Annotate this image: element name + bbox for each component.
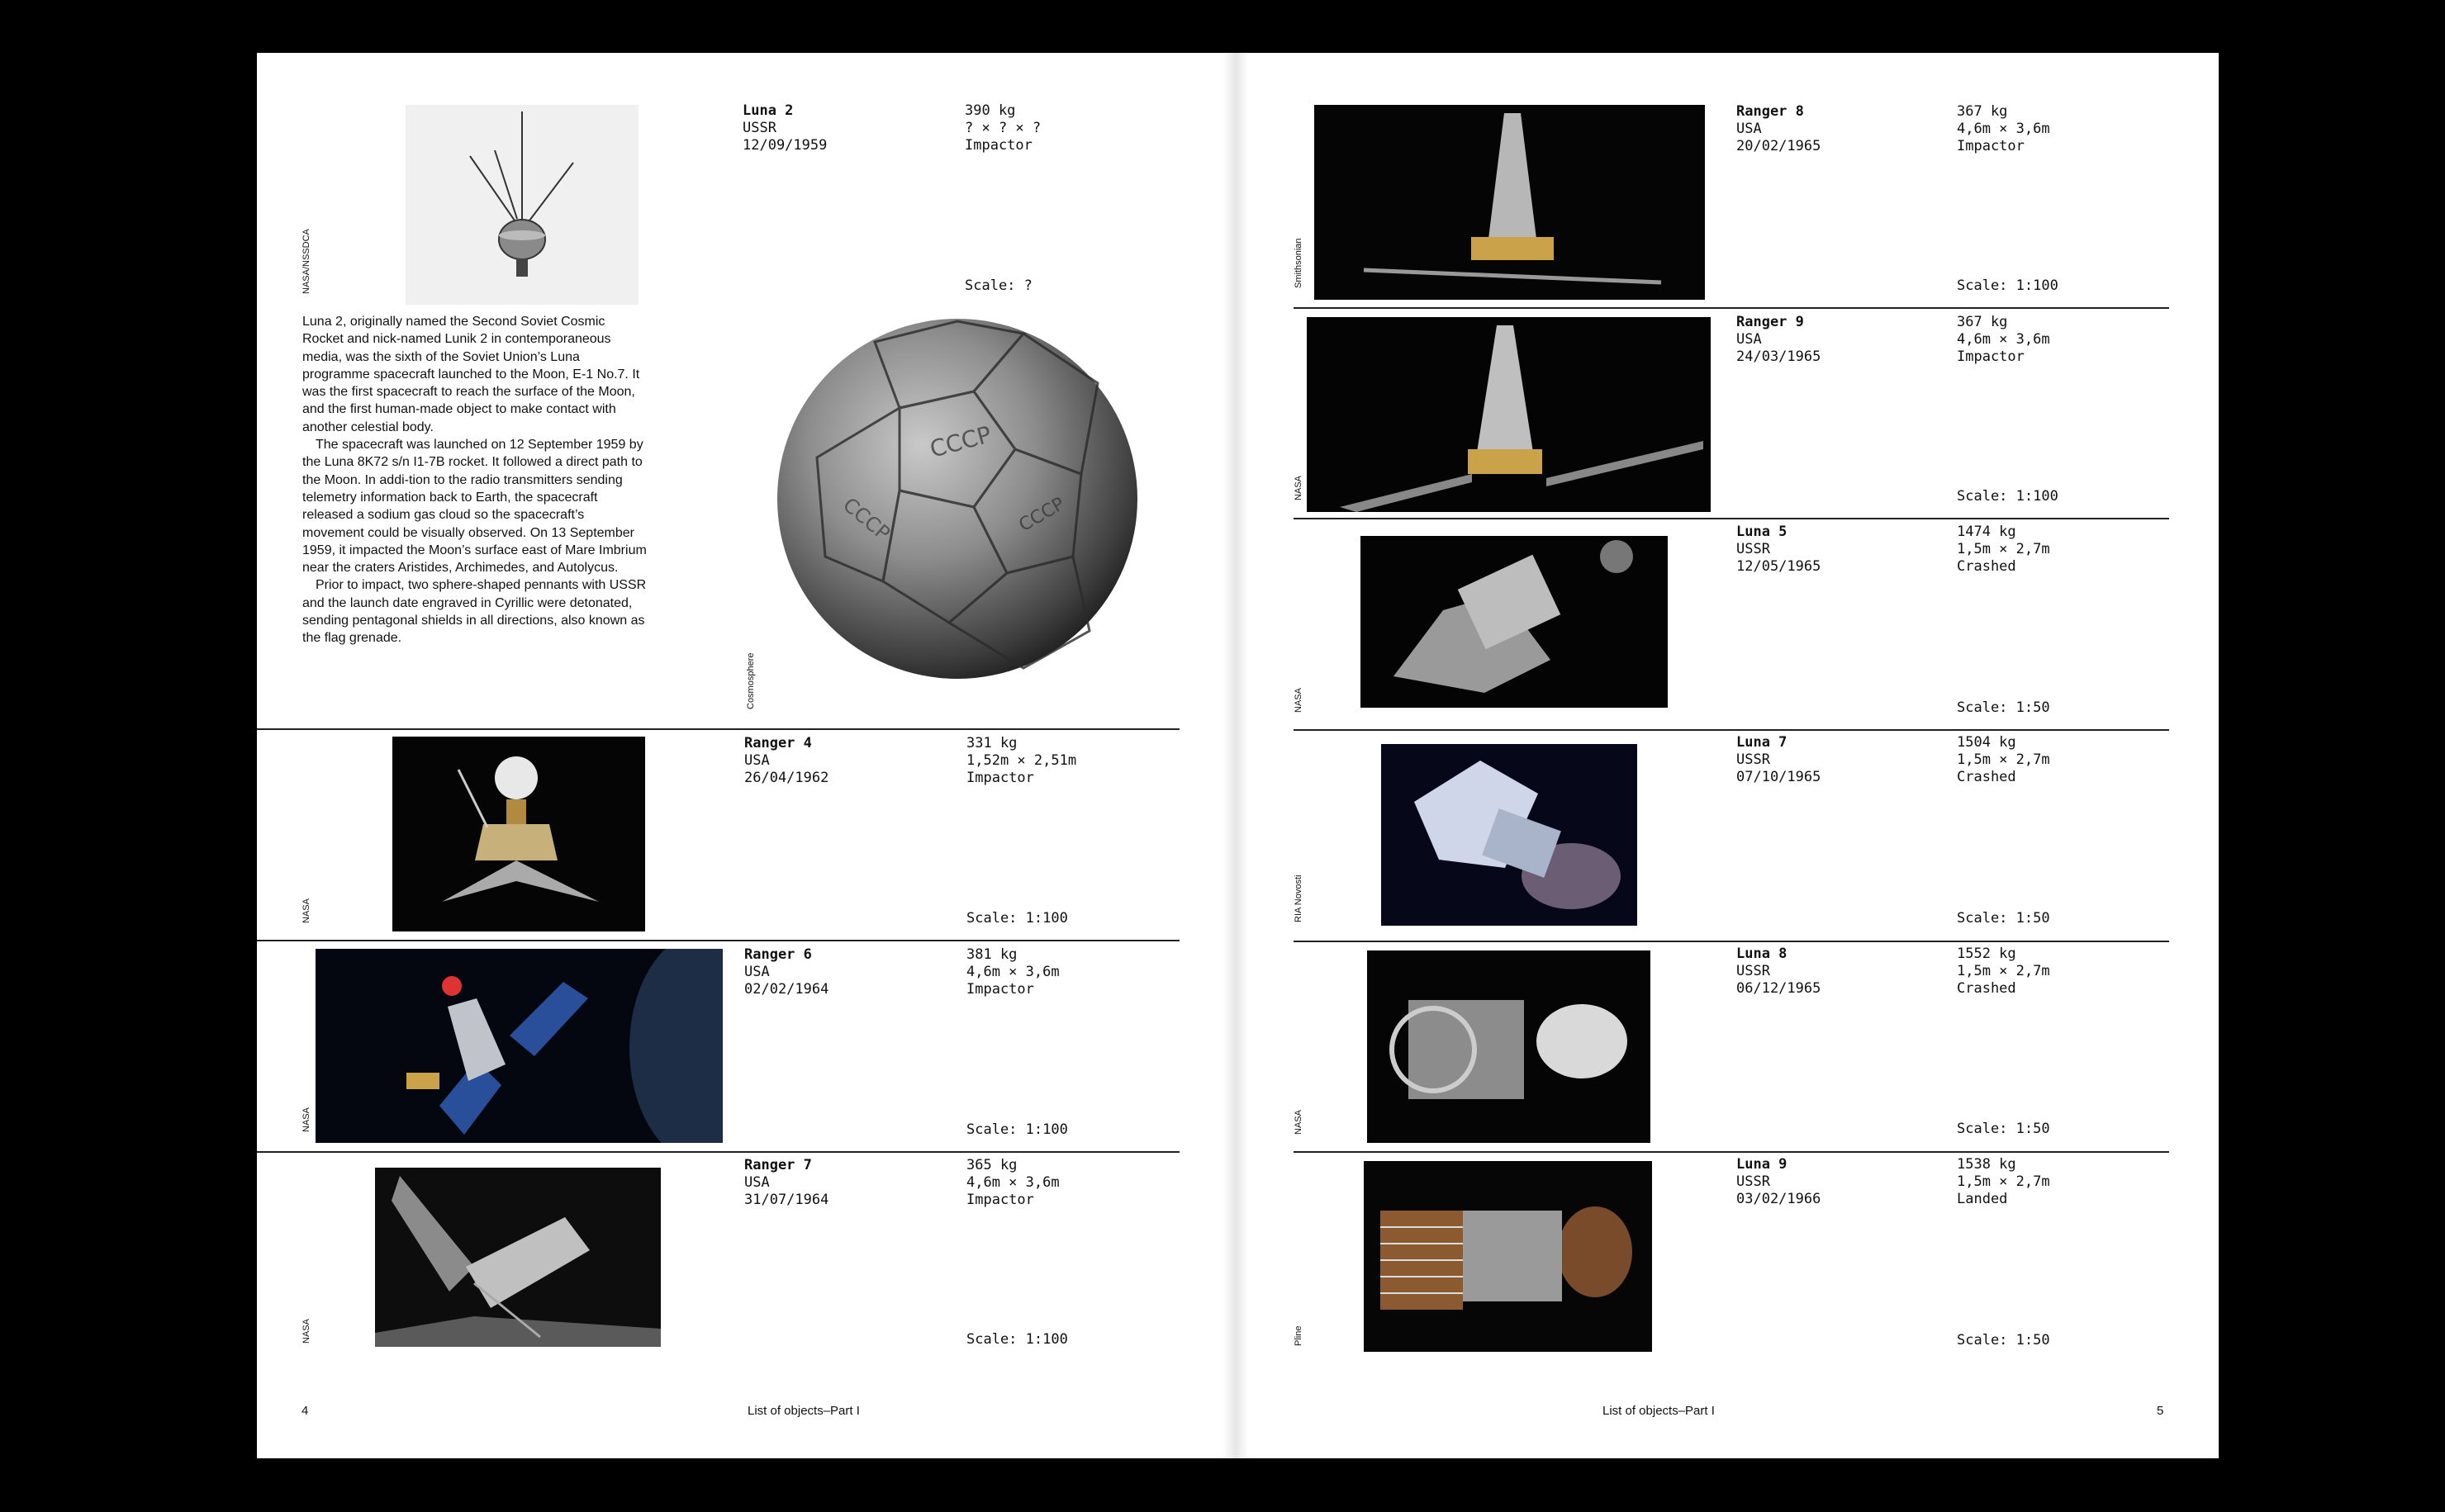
- object-mass: 1552 kg: [1957, 946, 2016, 962]
- luna-9-info: [1736, 1156, 1821, 1208]
- object-name: Ranger 6: [744, 946, 812, 963]
- object-date: 24/03/1965: [1736, 348, 1821, 365]
- svg-text:СССР: СССР: [838, 493, 895, 546]
- object-name: Ranger 9: [1736, 314, 1804, 330]
- luna-2-scale: Scale: ?: [965, 277, 1033, 294]
- object-mass: 367 kg: [1957, 103, 2008, 120]
- running-footer: List of objects–Part I: [1602, 1404, 1715, 1418]
- object-dimensions: 4,6m × 3,6m: [1957, 331, 2050, 348]
- ranger-7-photo: [375, 1168, 661, 1347]
- object-dimensions: 1,5m × 2,7m: [1957, 541, 2050, 557]
- left-page: [257, 53, 1236, 1458]
- luna-7-credit: RIA Novosti: [1294, 874, 1303, 922]
- pennant-sphere-credit: Cosmosphere: [746, 652, 756, 709]
- object-name: Luna 8: [1736, 946, 1787, 962]
- object-country: USA: [744, 1174, 770, 1191]
- object-country: USA: [1736, 331, 1762, 348]
- row-divider: [1294, 1151, 2169, 1153]
- book-gutter: [1222, 53, 1249, 1458]
- ranger-7-specs: [966, 1157, 1060, 1209]
- object-country: USSR: [743, 120, 776, 136]
- ranger-7-info: [744, 1157, 828, 1209]
- luna-8-info: [1736, 946, 1821, 998]
- object-name: Ranger 8: [1736, 103, 1804, 120]
- object-country: USSR: [1736, 1173, 1770, 1190]
- ranger-7-credit: NASA: [301, 1319, 311, 1344]
- ranger-6-credit: NASA: [301, 1107, 311, 1132]
- object-name: Ranger 4: [744, 735, 812, 751]
- svg-text:СССР: СССР: [927, 420, 995, 463]
- luna-5-scale: Scale: 1:50: [1957, 699, 2050, 716]
- object-dimensions: 1,5m × 2,7m: [1957, 963, 2050, 979]
- object-mass: 381 kg: [966, 946, 1018, 963]
- luna-2-specs: [965, 102, 1041, 154]
- ranger-9-info: [1736, 314, 1821, 366]
- object-name: Luna 7: [1736, 734, 1787, 751]
- luna-7-info: [1736, 734, 1821, 786]
- page-number: 5: [2157, 1404, 2164, 1418]
- object-type: Crashed: [1957, 558, 2016, 575]
- luna-8-credit: NASA: [1294, 1110, 1303, 1135]
- luna-9-credit: Pline: [1294, 1325, 1303, 1346]
- luna-8-photo: [1367, 950, 1650, 1143]
- object-mass: 365 kg: [966, 1157, 1018, 1173]
- object-date: 31/07/1964: [744, 1192, 829, 1208]
- row-divider: [1294, 941, 2169, 942]
- luna-5-specs: [1957, 524, 2050, 576]
- right-page: [1236, 53, 2219, 1458]
- ranger-4-scale: Scale: 1:100: [966, 910, 1068, 927]
- ranger-4-photo: [392, 737, 645, 931]
- ranger-6-specs: [966, 946, 1060, 998]
- luna-9-photo: [1364, 1161, 1652, 1352]
- object-mass: 1474 kg: [1957, 524, 2016, 540]
- object-country: USSR: [1736, 751, 1770, 768]
- object-mass: 331 kg: [966, 735, 1018, 751]
- object-date: 06/12/1965: [1736, 980, 1821, 997]
- row-divider: [1294, 729, 2169, 731]
- object-dimensions: ? × ? × ?: [965, 120, 1042, 136]
- luna-5-info: [1736, 524, 1821, 576]
- description-paragraph: Prior to impact, two sphere-shaped pennants with USSR and the launch date engraved in Cyrillic were detonated, sending pentagonal shields in all directions, also known as the flag grenade.: [302, 578, 647, 646]
- luna-5-photo: [1360, 536, 1668, 708]
- object-date: 03/02/1966: [1736, 1191, 1821, 1207]
- object-country: USA: [744, 752, 770, 769]
- ranger-7-scale: Scale: 1:100: [966, 1331, 1068, 1348]
- ranger-9-photo: [1307, 317, 1711, 512]
- luna-9-specs: [1957, 1156, 2050, 1208]
- luna-2-description: [302, 313, 649, 647]
- object-dimensions: 4,6m × 3,6m: [1957, 121, 2050, 137]
- object-date: 20/02/1965: [1736, 138, 1821, 154]
- ranger-9-specs: [1957, 314, 2050, 366]
- row-divider: [1294, 518, 2169, 519]
- object-date: 12/09/1959: [743, 137, 828, 154]
- object-type: Crashed: [1957, 980, 2016, 997]
- luna-9-scale: Scale: 1:50: [1957, 1332, 2050, 1348]
- luna-5-credit: NASA: [1294, 688, 1303, 713]
- object-name: Luna 9: [1736, 1156, 1787, 1173]
- object-type: Impactor: [965, 137, 1033, 154]
- ranger-6-scale: Scale: 1:100: [966, 1121, 1068, 1138]
- object-dimensions: 4,6m × 3,6m: [966, 1174, 1060, 1191]
- object-mass: 1538 kg: [1957, 1156, 2016, 1173]
- description-paragraph: Luna 2, originally named the Second Soviet Cosmic Rocket and nick-named Lunik 2 in contemporaneous media, was the sixth of the Soviet Union’s Luna programme spacecraft launched to the Moon, E-1 No.7. It was the first spacecraft to reach the surface of the Moon, and the first human-made object to make contact with another celestial body.: [302, 315, 640, 434]
- object-name: Luna 5: [1736, 524, 1787, 540]
- ranger-9-credit: NASA: [1294, 476, 1303, 500]
- ranger-4-credit: NASA: [301, 898, 311, 923]
- svg-text:СССР: СССР: [1015, 493, 1069, 537]
- object-date: 02/02/1964: [744, 981, 829, 998]
- object-name: Luna 2: [743, 102, 794, 119]
- object-mass: 367 kg: [1957, 314, 2008, 330]
- luna-8-specs: [1957, 946, 2050, 998]
- description-paragraph: The spacecraft was launched on 12 September 1959 by the Luna 8K72 s/n I1-7B rocket. It followed a direct path to the Moon. In addi-tion to the radio transmitters sending telemetry information back to Earth, the spacecraft released a sodium gas cloud so the spacecraft’s movement could be visually observed. On 13 September 1959, it impacted the Moon’s surface east of Mare Imbrium near the craters Aristides, Archimedes, and Autolycus.: [302, 438, 647, 576]
- object-mass: 1504 kg: [1957, 734, 2016, 751]
- ranger-8-scale: Scale: 1:100: [1957, 277, 2058, 294]
- row-divider: [1294, 307, 2169, 309]
- page-number: 4: [301, 1404, 309, 1418]
- pennant-sphere-photo: [776, 317, 1139, 680]
- object-type: Landed: [1957, 1191, 2008, 1207]
- object-type: Impactor: [1957, 138, 2025, 154]
- luna-2-photo: [406, 105, 639, 305]
- ranger-4-info: [744, 735, 828, 787]
- luna-7-specs: [1957, 734, 2050, 786]
- luna-2-photo-credit: NASA/NSSDCA: [301, 229, 311, 294]
- row-divider: [257, 1151, 1180, 1153]
- row-divider: [257, 940, 1180, 941]
- ranger-6-info: [744, 946, 828, 998]
- object-country: USSR: [1736, 963, 1770, 979]
- object-country: USA: [1736, 121, 1762, 137]
- object-date: 26/04/1962: [744, 770, 829, 786]
- luna-7-scale: Scale: 1:50: [1957, 910, 2050, 927]
- ranger-9-scale: Scale: 1:100: [1957, 488, 2058, 505]
- object-dimensions: 4,6m × 3,6m: [966, 964, 1060, 980]
- object-dimensions: 1,5m × 2,7m: [1957, 751, 2050, 768]
- luna-8-scale: Scale: 1:50: [1957, 1121, 2050, 1137]
- object-dimensions: 1,52m × 2,51m: [966, 752, 1077, 769]
- object-country: USA: [744, 964, 770, 980]
- object-mass: 390 kg: [965, 102, 1016, 119]
- object-type: Crashed: [1957, 769, 2016, 785]
- object-type: Impactor: [966, 770, 1034, 786]
- object-country: USSR: [1736, 541, 1770, 557]
- object-date: 12/05/1965: [1736, 558, 1821, 575]
- object-type: Impactor: [1957, 348, 2025, 365]
- object-date: 07/10/1965: [1736, 769, 1821, 785]
- object-type: Impactor: [966, 981, 1034, 998]
- ranger-8-credit: Smithsonian: [1294, 238, 1303, 288]
- row-divider: [257, 728, 1180, 730]
- ranger-8-info: [1736, 103, 1821, 155]
- luna-7-photo: [1381, 744, 1637, 926]
- ranger-6-photo: [316, 949, 723, 1143]
- luna-2-info: [743, 102, 827, 154]
- object-type: Impactor: [966, 1192, 1034, 1208]
- ranger-8-photo: [1314, 105, 1705, 300]
- running-footer: List of objects–Part I: [748, 1404, 860, 1418]
- object-dimensions: 1,5m × 2,7m: [1957, 1173, 2050, 1190]
- ranger-8-specs: [1957, 103, 2050, 155]
- ranger-4-specs: [966, 735, 1076, 787]
- object-name: Ranger 7: [744, 1157, 812, 1173]
